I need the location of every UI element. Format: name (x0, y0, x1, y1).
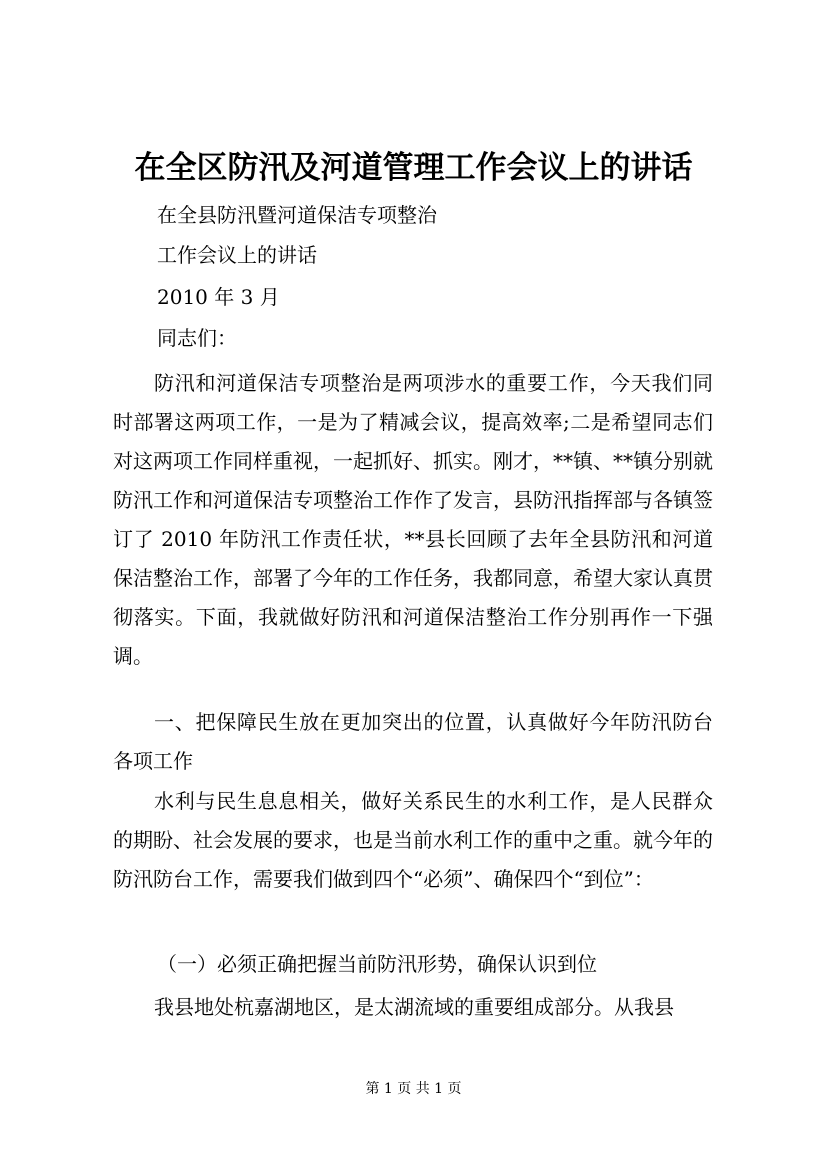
salutation: 同志们： (157, 326, 237, 350)
section-1-heading: 一、把保障民生放在更加突出的位置，认真做好今年防汛防台各项工作 (113, 710, 713, 773)
document-date: 2010 年 3 月 (157, 285, 280, 309)
paragraph-2: 水利与民生息息相关，做好关系民生的水利工作，是人民群众的期盼、社会发展的要求，也是当前水利工作的重中之重。就今年的防汛防台工作，需要我们做到四个“必须”、确保四个“到位”： (113, 789, 713, 891)
paragraph-3: 我县地处杭嘉湖地区，是太湖流域的重要组成部分。从我县 (154, 995, 674, 1019)
subsection-1-heading: （一）必须正确把握当前防汛形势，确保认识到位 (157, 952, 597, 976)
paragraph-1: 防汛和河道保洁专项整治是两项涉水的重要工作，今天我们同时部署这两项工作，一是为了精减会议，提高效率;二是希望同志们对这两项工作同样重视，一起抓好、抓实。刚才，**镇、**镇分别就防汛工作和河道保洁专项整治工作作了发言，县防汛指挥部与各镇签订了 2010 年防汛工作责任状，**县长回顾了去年全县防汛和河道保洁整治工作，部署了今年的工作任务，我都同意，希望大家认真贯彻落实。下面，我就做好防汛和河道保洁整治工作分别再作一下强调。 (113, 371, 713, 668)
page-footer: 第 1 页 共 1 页 (365, 1081, 462, 1097)
subtitle-line-2: 工作会议上的讲话 (157, 243, 317, 267)
subtitle-line-1: 在全县防汛暨河道保洁专项整治 (157, 203, 437, 227)
document-title: 在全区防汛及河道管理工作会议上的讲话 (134, 150, 693, 186)
